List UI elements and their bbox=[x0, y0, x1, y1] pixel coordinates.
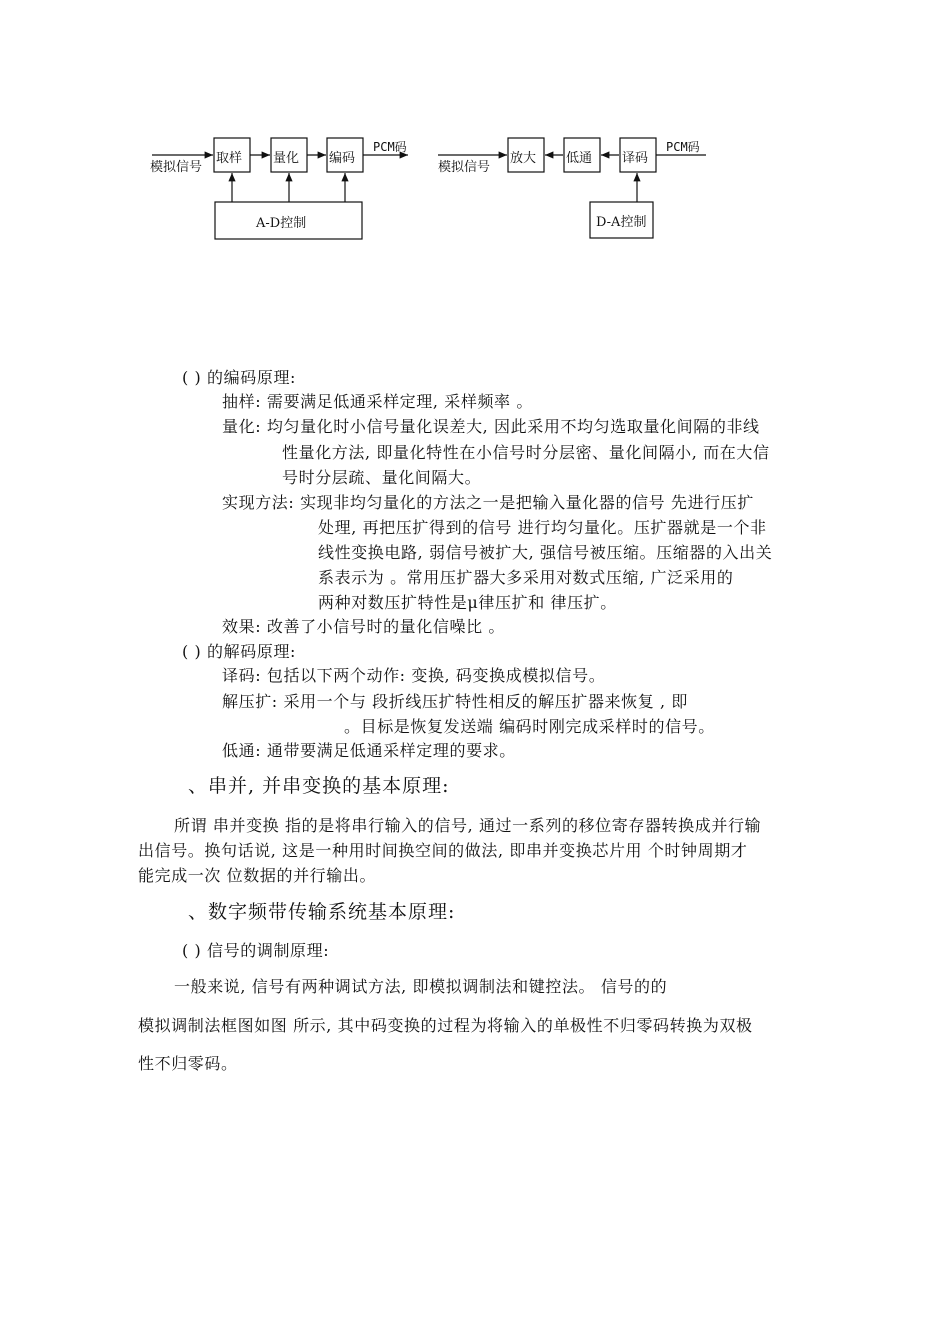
encode-sampling: 抽样: 需要满足低通采样定理, 采样频率 。 bbox=[222, 392, 533, 411]
ad-block-encode: 编码 bbox=[329, 151, 356, 166]
digital-para-line1: 一般来说, 信号有两种调试方法, 即模拟调制法和键控法。 信号的的 bbox=[174, 977, 668, 996]
encode-impl-line1: 实现方法: 实现非均匀量化的方法之一是把输入量化器的信号 先进行压扩 bbox=[222, 493, 754, 512]
decode-lowpass: 低通: 通带要满足低通采样定理的要求。 bbox=[222, 741, 516, 760]
decode-translate: 译码: 包括以下两个动作: 变换, 码变换成模拟信号。 bbox=[222, 666, 606, 685]
digital-para-line3: 性不归零码。 bbox=[138, 1054, 238, 1073]
da-input-label: 模拟信号 bbox=[438, 160, 491, 175]
sp-para-line3: 能完成一次 位数据的并行输出。 bbox=[138, 866, 377, 885]
da-output-label: PCM码 bbox=[666, 140, 700, 154]
decode-expand-line1: 解压扩: 采用一个与 段折线压扩特性相反的解压扩器来恢复 , 即 bbox=[222, 692, 689, 711]
digital-heading: 、数字频带传输系统基本原理: bbox=[188, 901, 456, 923]
encode-impl-line2: 处理, 再把压扩得到的信号 进行均匀量化。压扩器就是一个非 bbox=[318, 518, 767, 537]
ad-block-sample: 取样 bbox=[216, 151, 243, 166]
sp-heading: 、串并, 并串变换的基本原理: bbox=[188, 775, 450, 797]
digital-para-line2: 模拟调制法框图如图 所示, 其中码变换的过程为将输入的单极性不归零码转换为双极 bbox=[138, 1016, 753, 1035]
decode-title: ( ) 的解码原理: bbox=[182, 642, 297, 661]
da-control-label: D-A控制 bbox=[596, 215, 647, 230]
sp-para-line2: 出信号。换句话说, 这是一种用时间换空间的做法, 即串并变换芯片用 个时钟周期才 bbox=[138, 841, 748, 860]
encode-effect: 效果: 改善了小信号时的量化信噪比 。 bbox=[222, 617, 505, 636]
da-block-decode: 译码 bbox=[622, 151, 649, 166]
encode-impl-line4: 系表示为 。常用压扩器大多采用对数式压缩, 广泛采用的 bbox=[318, 568, 734, 587]
ad-input-label: 模拟信号 bbox=[150, 160, 203, 175]
da-block-lowpass: 低通 bbox=[566, 151, 593, 166]
encode-impl-line5: 两种对数压扩特性是μ律压扩和 律压扩。 bbox=[318, 593, 617, 612]
sp-para-line1: 所谓 串并变换 指的是将串行输入的信号, 通过一系列的移位寄存器转换成并行输 bbox=[174, 816, 762, 835]
block-diagram bbox=[0, 0, 950, 260]
ad-block-quantize: 量化 bbox=[273, 151, 300, 166]
encode-quant-line3: 号时分层疏、量化间隔大。 bbox=[282, 468, 482, 487]
digital-subtitle: ( ) 信号的调制原理: bbox=[182, 941, 330, 960]
decode-expand-line2: 。目标是恢复发送端 编码时刚完成采样时的信号。 bbox=[344, 717, 715, 736]
ad-control-label: A-D控制 bbox=[256, 216, 307, 231]
encode-impl-line3: 线性变换电路, 弱信号被扩大, 强信号被压缩。压缩器的入出关 bbox=[318, 543, 773, 562]
encode-quant-line1: 量化: 均匀量化时小信号量化误差大, 因此采用不均匀选取量化间隔的非线 bbox=[222, 417, 760, 436]
ad-output-label: PCM码 bbox=[373, 140, 407, 154]
da-block-amplify: 放大 bbox=[510, 151, 537, 166]
encode-title: ( ) 的编码原理: bbox=[182, 368, 297, 387]
encode-quant-line2: 性量化方法, 即量化特性在小信号时分层密、量化间隔小, 而在大信 bbox=[282, 443, 770, 462]
